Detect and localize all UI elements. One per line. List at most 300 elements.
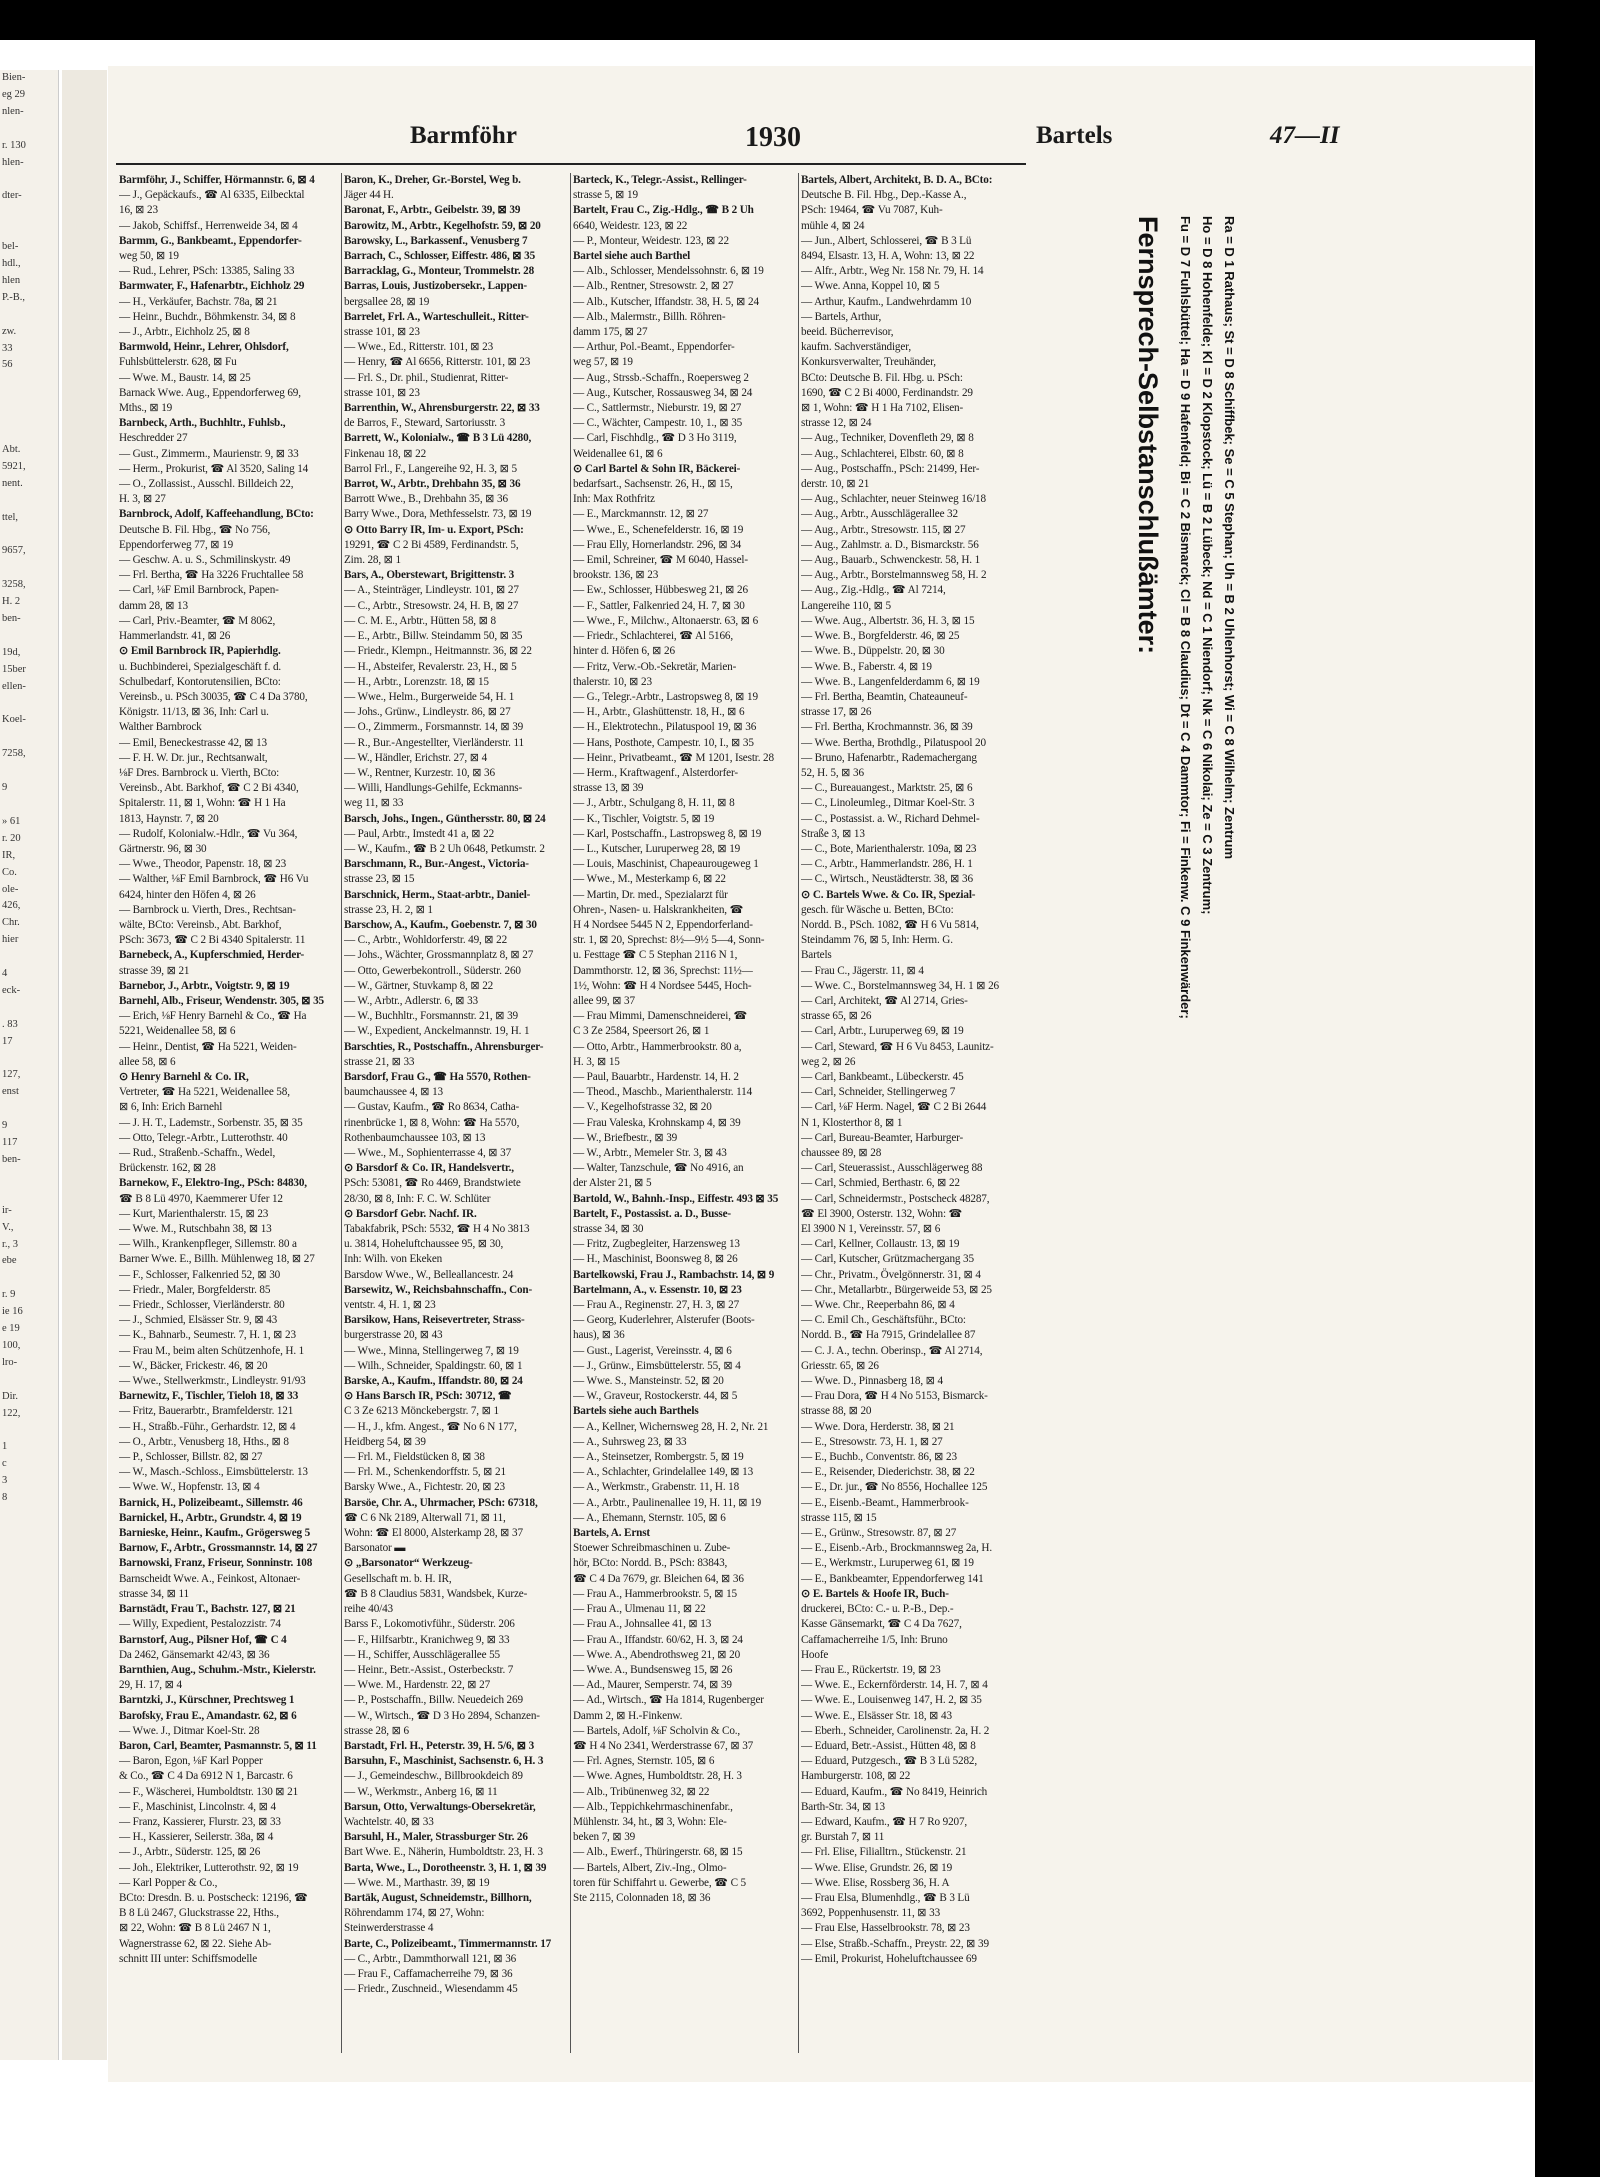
facing-page-fragment xyxy=(0,425,58,442)
directory-entry-line: 8494, Elsastr. 13, H. A, Wohn: 13, ⊠ 22 xyxy=(801,250,975,263)
directory-entry-line: — Frau A., Johnsallee 41, ⊠ 13 xyxy=(573,1618,712,1631)
directory-entry-line: ⊙ Hans Barsch IR, PSch: 30712, ☎ xyxy=(344,1390,512,1403)
directory-entry-line: — Chr., Metallarbtr., Bürgerweide 53, ⊠ 25 xyxy=(801,1283,992,1296)
directory-entry-line: — Karl Popper & Co., xyxy=(119,1876,218,1889)
directory-entry-line: — H., Kassierer, Seilerstr. 38a, ⊠ 4 xyxy=(119,1831,274,1844)
directory-entry-line: Dammthorstr. 12, ⊠ 36, Sprechst: 11½— xyxy=(573,964,753,977)
directory-entry-line: Heidberg 54, ⊠ 39 xyxy=(344,1435,426,1448)
directory-entry-line: Bartels xyxy=(801,949,832,962)
directory-entry-line: Barmm, G., Bankbeamt., Eppendorfer- xyxy=(119,234,302,247)
directory-entry-line: — Wwe. Elise, Rossberg 36, H. A xyxy=(801,1876,950,1889)
directory-entry-line: ⊙ Barsdorf Gebr. Nachf. IR. xyxy=(344,1207,477,1220)
directory-entry-line: 3692, Poppenhusenstr. 11, ⊠ 33 xyxy=(801,1907,941,1920)
directory-entry-line: — Frau Else, Hasselbrookstr. 78, ⊠ 23 xyxy=(801,1922,970,1935)
directory-entry-line: — Frau Valeska, Krohnskamp 4, ⊠ 39 xyxy=(573,1116,741,1129)
directory-entry-line: ⅛F Dres. Barnbrock u. Vierth, BCto: xyxy=(119,766,280,779)
directory-entry-line: Barnbrock, Adolf, Kaffeehandlung, BCto: xyxy=(119,508,314,521)
directory-entry-line: Ohren-, Nasen- u. Halskrankheiten, ☎ xyxy=(573,903,744,916)
directory-entry-line: — Wwe., Minna, Stellingerweg 7, ⊠ 19 xyxy=(344,1344,519,1357)
directory-entry-line: — L., Kutscher, Luruperweg 28, ⊠ 19 xyxy=(573,842,741,855)
facing-page-fragment xyxy=(0,408,58,425)
directory-entry-line: — Martin, Dr. med., Spezialarzt für xyxy=(573,888,728,901)
directory-entry-line: — E., Dr. jur., ☎ No 8556, Hochallee 125 xyxy=(801,1481,988,1494)
facing-page-fragment: ttel, xyxy=(2,511,19,523)
directory-entry-line: — Wwe. E., Louisenweg 147, H. 2, ⊠ 35 xyxy=(801,1694,982,1707)
directory-entry-line: Barteck, K., Telegr.-Assist., Rellinger- xyxy=(573,174,747,186)
directory-entry-line: haus), ⊠ 36 xyxy=(573,1329,625,1342)
directory-entry-line: H. 3, ⊠ 15 xyxy=(573,1055,620,1068)
directory-entry-line: — Alb., Tribünenweg 32, ⊠ 22 xyxy=(573,1785,710,1798)
directory-entry-line: — E., Eisenb.-Arb., Brockmannsweg 2a, H. xyxy=(801,1542,992,1555)
directory-entry-line: — Paul, Bauarbtr., Hardenstr. 14, H. 2 xyxy=(573,1070,739,1083)
directory-entry-line: — Else, Straßb.-Schaffn., Preystr. 22, ⊠ 39 xyxy=(801,1937,989,1950)
directory-entry-line: — Carl, Schneider, Stellingerweg 7 xyxy=(801,1086,956,1099)
directory-entry-line: ventstr. 4, H. 1, ⊠ 23 xyxy=(344,1299,436,1312)
facing-page-fragment: r. 20 xyxy=(2,832,21,844)
directory-entry-line: ⊙ Emil Barnbrock IR, Papierhdlg. xyxy=(119,645,281,658)
facing-page-fragment: 127, xyxy=(2,1069,21,1081)
directory-entry-line: Barrach, C., Schlosser, Eiffestr. 486, ⊠ 35 xyxy=(344,250,536,263)
header-last-entry: Bartels xyxy=(1036,122,1113,149)
directory-entry-line: — Frau Dora, ☎ H 4 No 5153, Bismarck- xyxy=(801,1390,988,1403)
directory-entry-line: — Wilh., Krankenpfleger, Sillemstr. 80 a xyxy=(119,1238,297,1251)
facing-page-fragment: 33 xyxy=(2,342,13,354)
directory-entry-line: — W., Briefbestr., ⊠ 39 xyxy=(573,1131,678,1144)
directory-entry-line: — Herm., Prokurist, ☎ Al 3520, Saling 14 xyxy=(119,462,309,475)
facing-page-fragment: 5921, xyxy=(2,460,26,472)
facing-page-fragment: enst xyxy=(2,1086,19,1098)
facing-page-fragment: ie 16 xyxy=(2,1306,23,1318)
directory-entry-line: strasse 101, ⊠ 23 xyxy=(344,386,420,399)
directory-entry-line: — Aug., Zahlmstr. a. D., Bismarckstr. 56 xyxy=(801,538,979,551)
directory-entry-line: strasse 23, ⊠ 15 xyxy=(344,873,415,886)
directory-entry-line: — H., Arbtr., Glashüttenstr. 18, H., ⊠ 6 xyxy=(573,706,745,719)
directory-entry-line: — W., Graveur, Rostockerstr. 44, ⊠ 5 xyxy=(573,1390,738,1403)
directory-entry-line: str. 1, ⊠ 20, Sprechst: 8½—9½ 5—4, Sonn- xyxy=(573,934,765,947)
directory-entry-line: Barrelet, Frl. A., Warteschulleit., Ritter- xyxy=(344,310,529,323)
directory-entry-line: Steindamm 76, ⊠ 5, Inh: Herm. G. xyxy=(801,934,953,947)
facing-page-fragment xyxy=(0,391,58,408)
directory-entry-line: — F., Maschinist, Lincolnstr. 4, ⊠ 4 xyxy=(119,1800,276,1813)
directory-entry-line: beeid. Bücherrevisor, xyxy=(801,326,894,339)
directory-entry-line: toren für Schiffahrt u. Gewerbe, ☎ C 5 xyxy=(573,1876,746,1889)
directory-entry-line: — Wwe. D., Pinnasberg 18, ⊠ 4 xyxy=(801,1375,943,1388)
facing-page-fragment: Chr. xyxy=(2,917,20,929)
facing-page-fragment xyxy=(0,1101,58,1118)
directory-entry-line: — Wwe. A., Abendrothsweg 21, ⊠ 20 xyxy=(573,1648,741,1661)
directory-entry-line: — W., Expedient, Anckelmannstr. 19, H. 1 xyxy=(344,1025,530,1038)
facing-page-fragment xyxy=(0,696,58,713)
directory-entry-line: — Carl, Kellner, Collaustr. 13, ⊠ 19 xyxy=(801,1238,960,1251)
directory-entry-line: — Aug., Strssb.-Schaffn., Roepersweg 2 xyxy=(573,371,749,384)
directory-entry-line: — Aug., Kutscher, Rossausweg 34, ⊠ 24 xyxy=(573,386,753,399)
directory-entry-line: — Carl, Schneidermstr., Postscheck 48287, xyxy=(801,1192,990,1205)
directory-entry-line: Barnstädt, Frau T., Bachstr. 127, ⊠ 21 xyxy=(119,1603,296,1616)
directory-entry-line: — C., Sattlermstr., Nieburstr. 19, ⊠ 27 xyxy=(573,402,742,415)
directory-entry-line: Nordd. B., ☎ Ha 7915, Grindelallee 87 xyxy=(801,1329,976,1342)
directory-entry-line: strasse 12, ⊠ 24 xyxy=(801,417,872,430)
directory-entry-line: Barnstorf, Aug., Pilsner Hof, ☎ C 4 xyxy=(119,1633,287,1646)
directory-entry-line: 52, H. 5, ⊠ 36 xyxy=(801,766,864,779)
directory-entry-line: — Otto, Arbtr., Hammerbrookstr. 80 a, xyxy=(573,1040,742,1053)
directory-entry-line: ⊙ Carl Bartel & Sohn IR, Bäckerei- xyxy=(573,462,741,475)
directory-entry-line: Barth-Str. 34, ⊠ 13 xyxy=(801,1800,885,1813)
directory-entry-line: Barnebor, J., Arbtr., Voigtstr. 9, ⊠ 19 xyxy=(119,979,290,992)
sidebar-line-3: Ra = D 1 Rathaus; St = D 8 Schiffbek; Se = C 5 Stephan; Uh = B 2 Uhlenhorst; Wi = C 8 Wilhelm; Zentrum xyxy=(1222,216,1237,860)
facing-page-fragment: lro- xyxy=(2,1356,18,1368)
directory-entry-line: Inh: Max Rothfritz xyxy=(573,493,655,506)
directory-entry-line: — Frau E., Rückertstr. 19, ⊠ 23 xyxy=(801,1663,941,1676)
directory-entry-line: PSch: 3673, ☎ C 2 Bi 4340 Spitalerstr. 11 xyxy=(119,934,306,947)
directory-entry-line: H. 3, ⊠ 27 xyxy=(119,493,166,506)
directory-entry-line: Wachtelstr. 40, ⊠ 33 xyxy=(344,1815,434,1828)
directory-entry-line: gesch. für Wäsche u. Betten, BCto: xyxy=(801,903,954,916)
facing-page-fragment xyxy=(0,171,58,188)
directory-entry-line: — Wwe., Helm., Burgerweide 54, H. 1 xyxy=(344,690,515,703)
book-gutter xyxy=(62,70,107,2060)
directory-entry-line: — Wwe., Theodor, Papenstr. 18, ⊠ 23 xyxy=(119,858,287,871)
directory-entry-line: — Willy, Expedient, Pestalozzistr. 74 xyxy=(119,1618,281,1631)
directory-entry-line: — Carl, Steuerassist., Ausschlägerweg 88 xyxy=(801,1162,983,1175)
directory-entry-line: — W., Masch.-Schloss., Eimsbüttelerstr. 13 xyxy=(119,1466,308,1479)
directory-entry-line: Kasse Gänsemarkt, ☎ C 4 Da 7627, xyxy=(801,1618,962,1631)
directory-entry-line: — A., Suhrsweg 23, ⊠ 33 xyxy=(573,1435,687,1448)
directory-entry-line: — C., Linoleumleg., Ditmar Koel-Str. 3 xyxy=(801,797,975,810)
directory-entry-line: — Frl. Agnes, Sternstr. 105, ⊠ 6 xyxy=(573,1755,715,1768)
directory-entry-line: strasse 34, ⊠ 11 xyxy=(119,1587,189,1600)
directory-entry-line: strasse 101, ⊠ 23 xyxy=(344,326,420,339)
directory-entry-line: 19291, ☎ C 2 Bi 4589, Ferdinandstr. 5, xyxy=(344,538,519,551)
directory-entry-line: Barnekow, F., Elektro-Ing., PSch: 84830, xyxy=(119,1177,307,1190)
facing-page-fragment: hlen xyxy=(2,274,21,286)
header-rule xyxy=(116,163,1026,165)
directory-entry-line: — W., Arbtr., Adlerstr. 6, ⊠ 33 xyxy=(344,994,479,1007)
facing-page-fragment: V., xyxy=(2,1221,14,1233)
directory-entry-line: — Frl. Elise, Filialltrn., Stückenstr. 21 xyxy=(801,1846,967,1859)
directory-entry-line: brookstr. 136, ⊠ 23 xyxy=(573,569,659,582)
directory-entry-line: — Chr., Privatm., Övelgönnerstr. 31, ⊠ 4 xyxy=(801,1268,981,1281)
directory-entry-line: — Friedr., Schlosser, Vierländerstr. 80 xyxy=(119,1299,285,1312)
facing-page-fragment: ellen- xyxy=(2,680,26,692)
column-2 xyxy=(344,173,568,2053)
facing-page-fragment: 122, xyxy=(2,1407,21,1419)
directory-entry-line: — Carl, Fischhdlg., ☎ D 3 Ho 3119, xyxy=(573,432,737,445)
directory-entry-line: Bartäk, August, Schneidemstr., Billhorn, xyxy=(344,1891,532,1904)
directory-entry-line: Barnthien, Aug., Schuhm.-Mstr., Kielerstr. xyxy=(119,1663,316,1676)
directory-entry-line: — Wwe. S., Mansteinstr. 52, ⊠ 20 xyxy=(573,1375,724,1388)
facing-page-fragment: 9 xyxy=(2,782,8,794)
facing-page-fragment: 56 xyxy=(2,359,13,371)
facing-page-fragment: eck- xyxy=(2,984,21,996)
directory-entry-line: ☎ C 4 Da 7679, gr. Bleichen 64, ⊠ 36 xyxy=(573,1572,744,1585)
directory-entry-line: — F., Wäscherei, Humboldtstr. 130 ⊠ 21 xyxy=(119,1785,299,1798)
directory-entry-line: de Barros, F., Steward, Sartoriusstr. 3 xyxy=(344,417,506,430)
directory-entry-line: — J., Arbtr., Süderstr. 125, ⊠ 26 xyxy=(119,1846,261,1859)
directory-entry-line: — Frau A., Ulmenau 11, ⊠ 22 xyxy=(573,1603,706,1616)
directory-entry-line: — C., Arbtr., Wohldorferstr. 49, ⊠ 22 xyxy=(344,934,508,947)
facing-page-fragment: 100, xyxy=(2,1339,21,1351)
directory-entry-line: — Carl, Kutscher, Grützmachergang 35 xyxy=(801,1253,974,1266)
directory-entry-line: — Wwe. B., Faberstr. 4, ⊠ 19 xyxy=(801,660,932,673)
directory-entry-line: — C., Bote, Marienthalerstr. 109a, ⊠ 23 xyxy=(801,842,977,855)
directory-entry-line: Stoewer Schreibmaschinen u. Zube- xyxy=(573,1542,731,1555)
directory-entry-line: u. 3814, Hoheluftchaussee 95, ⊠ 30, xyxy=(344,1238,504,1251)
directory-entry-line: Hamburgerstr. 108, ⊠ 22 xyxy=(801,1770,911,1783)
directory-entry-line: weg 50, ⊠ 19 xyxy=(119,250,179,263)
directory-entry-line: BCto: Deutsche B. Fil. Hbg. u. PSch: xyxy=(801,371,963,384)
directory-entry-line: — J., Schmied, Elsässer Str. 9, ⊠ 43 xyxy=(119,1314,278,1327)
directory-entry-line: — Bartels, Albert, Ziv.-Ing., Olmo- xyxy=(573,1861,727,1874)
directory-entry-line: Bartelkowski, Frau J., Rambachstr. 14, ⊠ 9 xyxy=(573,1268,775,1281)
directory-entry-line: — V., Kegelhofstrasse 32, ⊠ 20 xyxy=(573,1101,712,1114)
directory-entry-line: Barowsky, L., Barkassenf., Venusberg 7 xyxy=(344,234,528,247)
directory-entry-line: 1813, Haynstr. 7, ⊠ 20 xyxy=(119,812,219,825)
facing-page-fragment xyxy=(0,729,58,746)
directory-entry-line: — C., Wirtsch., Neustädterstr. 38, ⊠ 36 xyxy=(801,873,973,886)
directory-entry-line: Langereihe 110, ⊠ 5 xyxy=(801,599,891,612)
directory-entry-line: — Aug., Schlachter, neuer Steinweg 16/18 xyxy=(801,493,986,506)
directory-entry-line: Bart Wwe. E., Näherin, Humboldtstr. 23, H. 3 xyxy=(344,1846,543,1859)
directory-entry-line: — Gust., Lagerist, Vereinsstr. 4, ⊠ 6 xyxy=(573,1344,732,1357)
directory-entry-line: — W., Gärtner, Stuvkamp 8, ⊠ 22 xyxy=(344,979,494,992)
facing-page-fragment: 9 xyxy=(2,1120,8,1132)
sidebar-rotated-text xyxy=(1132,216,1237,1019)
facing-page-fragment xyxy=(0,121,58,138)
facing-page-fragment: hdl., xyxy=(2,257,21,269)
directory-entry-line: — Wwe. M., Marthastr. 39, ⊠ 19 xyxy=(344,1876,490,1889)
directory-entry-line: — Alb., Malermstr., Billh. Röhren- xyxy=(573,310,726,323)
directory-entry-line: Barnieske, Heinr., Kaufm., Grögersweg 5 xyxy=(119,1527,311,1540)
header-year: 1930 xyxy=(745,122,801,153)
directory-entry-line: Zim. 28, ⊠ 1 xyxy=(344,554,401,567)
directory-entry-line: — K., Bahnarb., Seumestr. 7, H. 1, ⊠ 23 xyxy=(119,1329,296,1342)
directory-entry-line: allee 58, ⊠ 6 xyxy=(119,1055,176,1068)
directory-entry-line: Barnow, F., Arbtr., Grossmannstr. 14, ⊠ 27 xyxy=(119,1542,318,1555)
directory-entry-line: Deutsche B. Fil. Hbg., Dep.-Kasse A., xyxy=(801,189,967,202)
directory-entry-line: — P., Monteur, Weidestr. 123, ⊠ 22 xyxy=(573,234,729,247)
directory-entry-line: Caffamacherreihe 1/5, Inh: Bruno xyxy=(801,1633,948,1646)
directory-entry-line: Bartelt, Frau C., Zig.-Hdlg., ☎ B 2 Uh xyxy=(573,204,754,217)
directory-entry-line: — Otto, Gewerbekontroll., Süderstr. 260 xyxy=(344,964,521,977)
directory-entry-line: Heschredder 27 xyxy=(119,432,188,445)
directory-entry-line: Barnick, H., Polizeibeamt., Sillemstr. 46 xyxy=(119,1496,303,1509)
facing-page-fragment: 117 xyxy=(2,1137,18,1149)
facing-page-fragment: 7258, xyxy=(2,748,26,760)
directory-entry-line: — Rudolf, Kolonialw.-Hdlr., ☎ Vu 364, xyxy=(119,827,298,840)
header-page-number: 47—II xyxy=(1270,122,1340,149)
directory-entry-line: 5221, Weidenallee 58, ⊠ 6 xyxy=(119,1025,236,1038)
facing-page-fragment: ben- xyxy=(2,613,21,624)
directory-entry-line: — Bartels, Adolf, ⅛F Scholvin & Co., xyxy=(573,1724,741,1737)
directory-entry-line: strasse 21, ⊠ 33 xyxy=(344,1055,415,1068)
directory-entry-line: — E., Arbtr., Billw. Steindamm 50, ⊠ 35 xyxy=(344,630,523,643)
directory-entry-line: — H., Absteifer, Revalerstr. 23, H., ⊠ 5 xyxy=(344,660,517,673)
directory-entry-line: 1½, Wohn: ☎ H 4 Nordsee 5445, Hoch- xyxy=(573,979,752,992)
directory-entry-line: ☎ H 4 No 2341, Werderstrasse 67, ⊠ 37 xyxy=(573,1739,754,1752)
directory-entry-line: Griesstr. 65, ⊠ 26 xyxy=(801,1359,879,1372)
facing-page-fragment: eg 29 xyxy=(2,88,26,100)
facing-page-fragment: 17 xyxy=(2,1035,13,1047)
directory-entry-line: Mühlenstr. 34, ht., ⊠ 3, Wohn: Ele- xyxy=(573,1815,727,1828)
directory-entry-line: — F., Schlosser, Falkenried 52, ⊠ 30 xyxy=(119,1268,281,1281)
directory-entry-line: — Wwe., F., Milchw., Altonaerstr. 63, ⊠ 6 xyxy=(573,614,759,627)
facing-page-fragment: IR, xyxy=(2,849,16,861)
directory-entry-line: — Frau Elly, Hornerlandstr. 296, ⊠ 34 xyxy=(573,538,742,551)
directory-entry-line: Barske, A., Kaufm., Iffandstr. 80, ⊠ 24 xyxy=(344,1375,523,1388)
facing-page-fragment: . 83 xyxy=(2,1018,18,1030)
directory-entry-line: Steinwerderstrasse 4 xyxy=(344,1922,434,1935)
directory-entry-line: 6424, hinter den Höfen 4, ⊠ 26 xyxy=(119,888,256,901)
directory-entry-line: — J. H. T., Lademstr., Sorbenstr. 35, ⊠ 35 xyxy=(119,1116,303,1129)
directory-entry-line: strasse 115, ⊠ 15 xyxy=(801,1511,877,1524)
directory-entry-line: — Carl, Bankbeamt., Lübeckerstr. 45 xyxy=(801,1070,964,1083)
directory-entry-line: — Fritz, Zugbegleiter, Harzensweg 13 xyxy=(573,1238,740,1251)
directory-entry-line: — C., Arbtr., Dammthorwall 121, ⊠ 36 xyxy=(344,1952,517,1965)
directory-entry-line: — C., Postassist. a. W., Richard Dehmel- xyxy=(801,812,980,825)
facing-page-fragment xyxy=(0,1372,58,1389)
directory-entry-line: — W., Arbtr., Memeler Str. 3, ⊠ 43 xyxy=(573,1147,727,1159)
directory-entry-line: — Heinr., Buchdr., Böhmkenstr. 34, ⊠ 8 xyxy=(119,310,296,323)
directory-entry-line: — C., Arbtr., Stresowstr. 24, H. B, ⊠ 27 xyxy=(344,599,519,612)
directory-entry-line: — Wwe. Agnes, Humboldtstr. 28, H. 3 xyxy=(573,1770,742,1783)
directory-entry-line: — Frl. Bertha, Beamtin, Chateauneuf- xyxy=(801,690,968,703)
directory-entry-line: Bartelmann, A., v. Essenstr. 10, ⊠ 23 xyxy=(573,1283,742,1296)
directory-entry-line: Rothenbaumchaussee 103, ⊠ 13 xyxy=(344,1131,486,1144)
facing-page-fragment: zw. xyxy=(2,325,17,337)
directory-entry-line: — Emil, Beneckestrasse 42, ⊠ 13 xyxy=(119,736,267,749)
page-header xyxy=(108,122,1533,158)
directory-entry-line: ⊙ E. Bartels & Hoofe IR, Buch- xyxy=(801,1587,949,1600)
directory-entry-line: Barrott Wwe., B., Drehbahn 35, ⊠ 36 xyxy=(344,493,508,506)
directory-entry-line: — Jun., Albert, Schlosserei, ☎ B 3 Lü xyxy=(801,234,972,247)
directory-entry-line: Deutsche B. Fil. Hbg., ☎ No 756, xyxy=(119,523,271,536)
directory-entry-line: — Barnbrock u. Vierth, Dres., Rechtsan- xyxy=(119,903,296,916)
directory-entry-line: — K., Tischler, Voigtstr. 5, ⊠ 19 xyxy=(573,812,715,825)
directory-entry-line: C 3 Ze 2584, Speersort 26, ⊠ 1 xyxy=(573,1025,710,1038)
directory-entry-line: — E., Buchb., Conventstr. 86, ⊠ 23 xyxy=(801,1451,957,1464)
directory-entry-line: — W., Kaufm., ☎ B 2 Uh 0648, Petkumstr. 2 xyxy=(344,842,545,855)
directory-entry-line: — Wwe. Chr., Reeperbahn 86, ⊠ 4 xyxy=(801,1299,955,1312)
directory-entry-line: bergsallee 28, ⊠ 19 xyxy=(344,295,430,308)
directory-entry-line: — Frau M., beim alten Schützenhofe, H. 1 xyxy=(119,1344,305,1357)
directory-entry-line: — Alb., Rentner, Stresowstr. 2, ⊠ 27 xyxy=(573,280,734,293)
column-4 xyxy=(801,173,1023,2053)
directory-entry-line: — Louis, Maschinist, Chapeaurougeweg 1 xyxy=(573,858,759,871)
directory-entry-line: Bartelt, F., Postassist. a. D., Busse- xyxy=(573,1207,731,1220)
directory-entry-line: — Emil, Schreiner, ☎ M 6040, Hassel- xyxy=(573,554,748,567)
directory-entry-line: Barowitz, M., Arbtr., Kegelhofstr. 59, ⊠ 20 xyxy=(344,219,541,232)
directory-entry-line: — Alb., Kutscher, Iffandstr. 38, H. 5, ⊠ 24 xyxy=(573,295,759,308)
directory-entry-line: — A., Steinsetzer, Rombergstr. 5, ⊠ 19 xyxy=(573,1451,744,1464)
directory-entry-line: — Aug., Schlachterei, Elbstr. 60, ⊠ 8 xyxy=(801,447,964,460)
directory-entry-line: — Eberh., Schneider, Carolinenstr. 2a, H. 2 xyxy=(801,1724,990,1737)
directory-entry-line: strasse 65, ⊠ 26 xyxy=(801,1010,872,1023)
directory-entry-line: Barsky Wwe., A., Fichtestr. 20, ⊠ 23 xyxy=(344,1481,506,1494)
directory-entry-line: — Carl, Priv.-Beamter, ☎ M 8062, xyxy=(119,614,276,627)
directory-entry-line: — Alb., Teppichkehrmaschinenfabr., xyxy=(573,1800,733,1813)
directory-entry-line: Eppendorferweg 77, ⊠ 19 xyxy=(119,538,234,551)
directory-entry-line: — E., Grünw., Stresowstr. 87, ⊠ 27 xyxy=(801,1527,957,1540)
directory-entry-line: — A., Werkmstr., Grabenstr. 11, H. 18 xyxy=(573,1481,740,1494)
directory-entry-line: — Aug., Techniker, Dovenfleth 29, ⊠ 8 xyxy=(801,432,974,445)
directory-entry-line: Barmwater, F., Hafenarbtr., Eichholz 29 xyxy=(119,280,305,293)
directory-entry-line: bedarfsart., Sachsenstr. 26, H., ⊠ 15, xyxy=(573,478,733,491)
sidebar-line-1: Fu = D 7 Fuhlsbüttel; Ha = D 9 Hafenfeld; Bi = C 2 Bismarck; Cl = B 8 Claudius; Dt = C 4 Dammtor; Fi = Finkenw. C 9 Finkenwärder; xyxy=(1178,216,1193,1019)
directory-entry-line: — J., Arbtr., Eichholz 25, ⊠ 8 xyxy=(119,326,250,339)
directory-entry-line: hör, BCto: Nordd. B., PSch: 83843, xyxy=(573,1557,728,1570)
directory-entry-line: Barsuhn, F., Maschinist, Sachsenstr. 6, H. 3 xyxy=(344,1755,544,1768)
directory-entry-line: — C., Wächter, Campestr. 10, 1., ⊠ 35 xyxy=(573,417,743,430)
directory-entry-line: ⊠ 1, Wohn: ☎ H 1 Ha 7102, Elisen- xyxy=(801,402,964,415)
directory-entry-line: mühle 4, ⊠ 24 xyxy=(801,219,865,232)
directory-entry-line: & Co., ☎ C 4 Da 6912 N 1, Barcastr. 6 xyxy=(119,1770,293,1783)
facing-page-fragment xyxy=(0,374,58,391)
directory-entry-line: — Ad., Wirtsch., ☎ Ha 1814, Rugenberger xyxy=(573,1694,764,1707)
facing-page-fragment xyxy=(0,1051,58,1068)
directory-entry-line: C 3 Ze 6213 Mönckebergstr. 7, ⊠ 1 xyxy=(344,1405,499,1418)
directory-entry-line: 16, ⊠ 23 xyxy=(119,204,158,217)
directory-entry-line: — Walter, Tanzschule, ☎ No 4916, an xyxy=(573,1162,744,1175)
directory-entry-line: — Alb., Schlosser, Mendelssohnstr. 6, ⊠ 19 xyxy=(573,265,764,278)
directory-entry-line: Gärtnerstr. 96, ⊠ 30 xyxy=(119,842,207,855)
facing-page-fragment: Dir. xyxy=(2,1390,19,1402)
directory-entry-line: — P., Postschaffn., Billw. Neuedeich 269 xyxy=(344,1694,523,1707)
directory-entry-line: — H., Schiffer, Ausschlägerallee 55 xyxy=(344,1648,500,1661)
facing-page-fragment: 15ber xyxy=(2,663,26,675)
directory-entry-line: strasse 23, H. 2, ⊠ 1 xyxy=(344,903,433,916)
directory-entry-line: Vereinsb., Abt. Barkhof, ☎ C 2 Bi 4340, xyxy=(119,782,299,795)
directory-entry-line: — F. H. W. Dr. jur., Rechtsanwalt, xyxy=(119,751,268,764)
directory-entry-line: — J., Gepäckaufs., ☎ Al 6335, Eilbecktal xyxy=(119,189,305,202)
directory-entry-line: Barrol Frl., F., Langereihe 92, H. 3, ⊠ 5 xyxy=(344,462,517,475)
directory-entry-line: — Arthur, Pol.-Beamt., Eppendorfer- xyxy=(573,341,735,354)
facing-page-fragment xyxy=(0,1186,58,1203)
facing-page-edge xyxy=(0,70,59,2060)
directory-entry-line: Barsewitz, W., Reichsbahnschaffn., Con- xyxy=(344,1283,533,1296)
directory-entry-line: — W., Bäcker, Frickestr. 46, ⊠ 20 xyxy=(119,1359,268,1372)
directory-entry-line: — Frl. M., Fieldstücken 8, ⊠ 38 xyxy=(344,1451,485,1464)
directory-entry-line: — Carl, Arbtr., Luruperweg 69, ⊠ 19 xyxy=(801,1025,964,1038)
directory-entry-line: — Aug., Zig.-Hdlg., ☎ Al 7214, xyxy=(801,584,946,597)
directory-entry-line: kaufm. Sachverständiger, xyxy=(801,341,911,354)
telephone-exchange-sidebar xyxy=(1023,186,1237,2086)
directory-entry-line: Barschties, R., Postschaffn., Ahrensburger- xyxy=(344,1040,544,1053)
directory-entry-line: — Frau F., Caffamacherreihe 79, ⊠ 36 xyxy=(344,1967,513,1980)
directory-entry-line: Barsuhl, H., Maler, Strassburger Str. 26 xyxy=(344,1831,528,1844)
directory-entry-line: Hoofe xyxy=(801,1648,829,1661)
directory-entry-line: — Herm., Kraftwagenf., Alsterdorfer- xyxy=(573,766,738,779)
directory-entry-line: — Paul, Arbtr., Imstedt 41 a, ⊠ 22 xyxy=(344,827,495,840)
facing-page-fragment: hier xyxy=(2,934,19,946)
directory-entry-line: — Wwe., M., Mesterkamp 6, ⊠ 22 xyxy=(573,873,726,886)
directory-entry-line: ⊙ C. Bartels Wwe. & Co. IR, Spezial- xyxy=(801,888,976,901)
directory-entry-line: Tabakfabrik, PSch: 5532, ☎ H 4 No 3813 xyxy=(344,1223,530,1236)
directory-entry-line: Ste 2115, Colonnaden 18, ⊠ 36 xyxy=(573,1891,711,1904)
directory-entry-line: ☎ B 8 Lü 4970, Kaemmerer Ufer 12 xyxy=(119,1192,283,1205)
directory-entry-line: Mths., ⊠ 19 xyxy=(119,402,173,415)
facing-page-fragment: ebe xyxy=(2,1255,17,1267)
directory-entry-line: — Wwe., Ed., Ritterstr. 101, ⊠ 23 xyxy=(344,341,494,354)
directory-entry-line: Baronat, F., Arbtr., Geibelstr. 39, ⊠ 39 xyxy=(344,204,521,217)
directory-entry-line: Nordd. B., PSch. 1082, ☎ H 6 Vu 5814, xyxy=(801,918,979,931)
directory-entry-line: rinenbrücke 1, ⊠ 8, Wohn: ☎ Ha 5570, xyxy=(344,1116,520,1129)
facing-page-fragment: bel- xyxy=(2,241,19,253)
sidebar-title: Fernsprech-Selbstanschlußämter: xyxy=(1133,216,1163,655)
directory-entry-line: — Otto, Telegr.-Arbtr., Lutterothstr. 40 xyxy=(119,1131,288,1144)
directory-entry-line: Barry Wwe., Dora, Methfesselstr. 73, ⊠ 19 xyxy=(344,508,532,521)
directory-entry-line: — Karl, Postschaffn., Lastropsweg 8, ⊠ 19 xyxy=(573,827,762,840)
directory-entry-line: — Wwe. Aug., Albertstr. 36, H. 3, ⊠ 15 xyxy=(801,614,975,627)
